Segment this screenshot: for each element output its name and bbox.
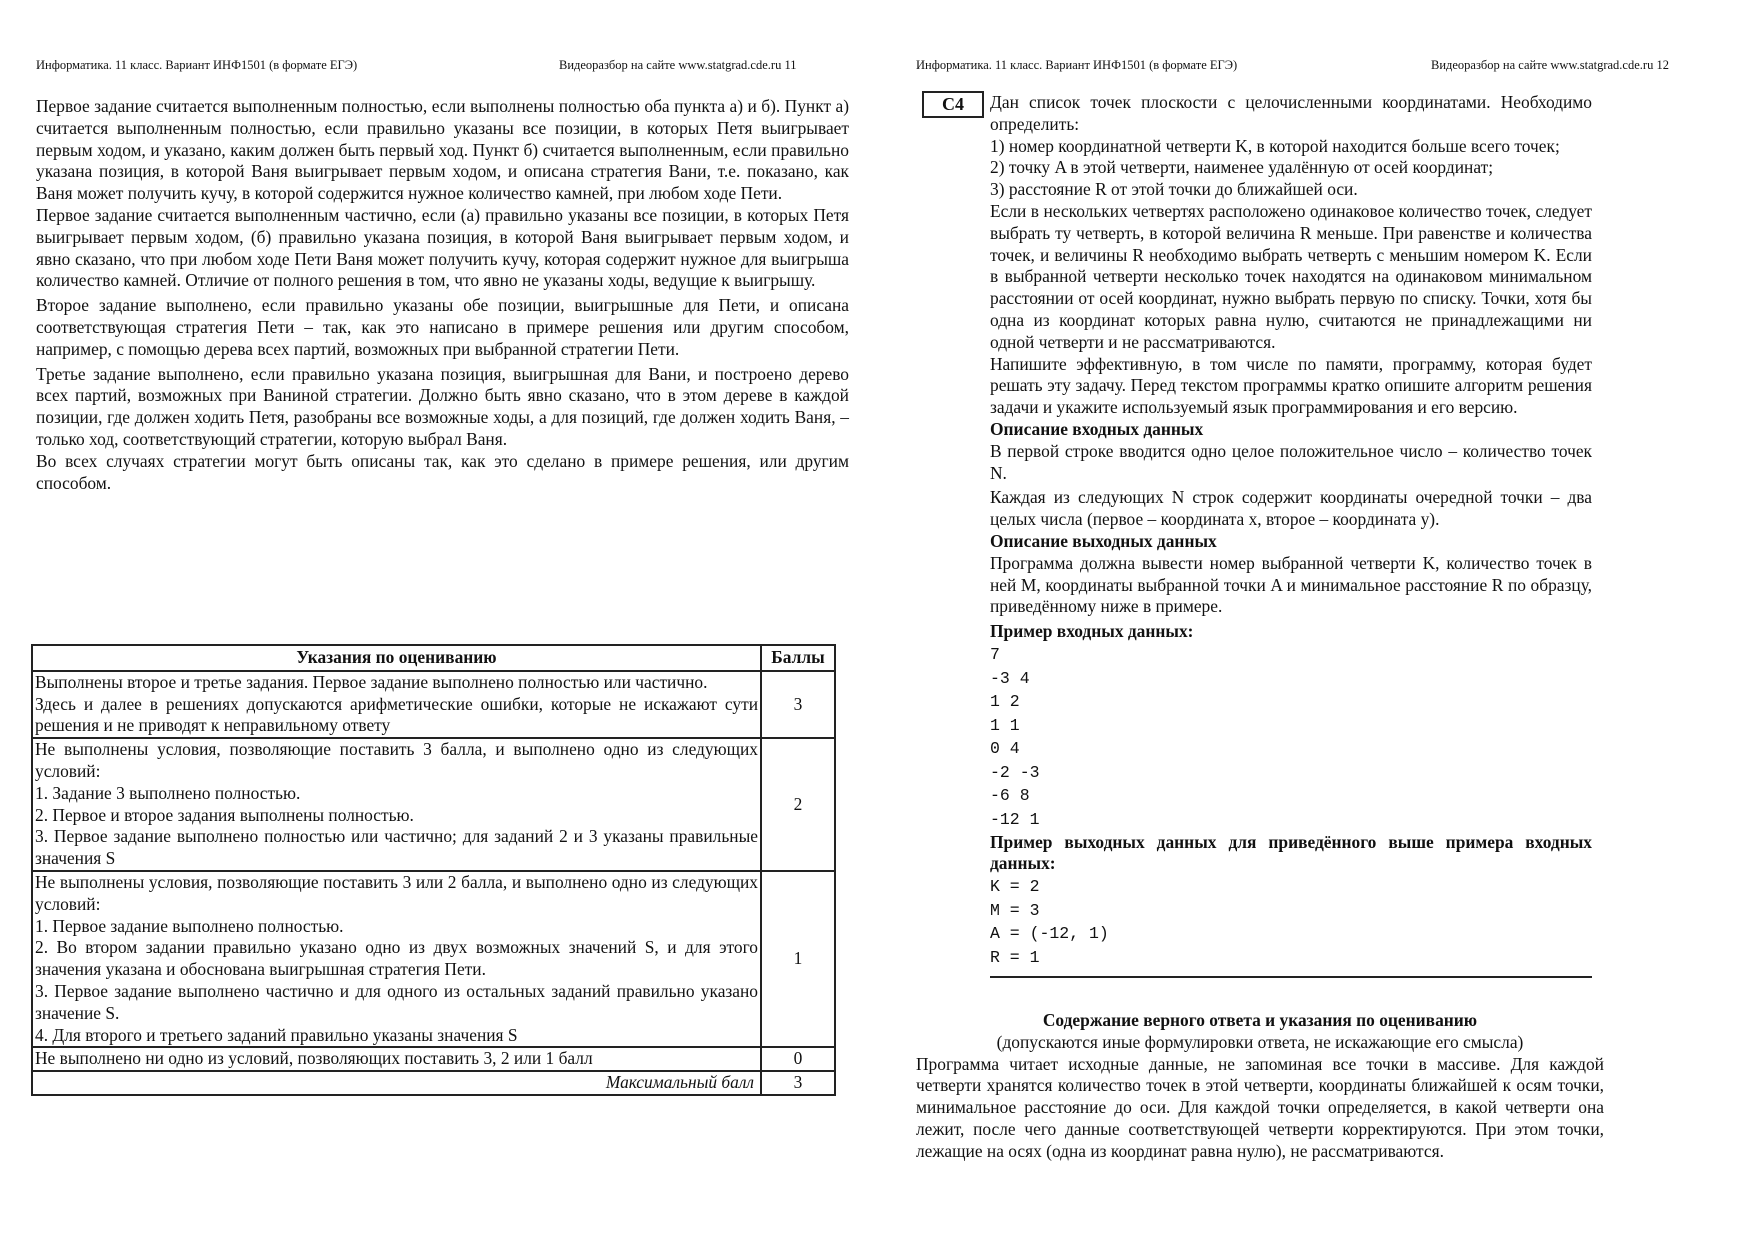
- score-cell: 0: [761, 1047, 835, 1071]
- code-line: -6 8: [990, 786, 1030, 806]
- grading-table: [31, 644, 836, 1096]
- criterion-line: Не выполнены условия, позволяющие поставить 3 балла, и выполнено одно из следующих условий:: [35, 739, 758, 781]
- output-description: Программа должна вывести номер выбранной четверти K, количество точек в ней M, координаты выбранной точки A и минимальное расстояние R по образцу, приведённому ниже в примере.: [990, 552, 1592, 617]
- criterion-line: 1. Задание 3 выполнено полностью.: [35, 782, 301, 803]
- table-row: [32, 738, 835, 871]
- paragraph: Первое задание считается выполненным полностью, если выполнены полностью оба пункта а) и б). Пункт а) считается выполненным полностью, если правильно указаны все позиции, в которых Петя выигрывает первым ходом, и указано, каким должен быть первый ход. Пункт б) считается выполненным, если правильно указана позиция, в которой Ваня выигрывает первым ходом, и описана стратегия Вани, т.е. показано, как Ваня может получить кучу, в которой содержится нужное количество камней, при любом ходе Пети.: [36, 96, 849, 204]
- score-cell: 2: [761, 738, 835, 871]
- table-row: [32, 1071, 835, 1095]
- right-header-site: Видеоразбор на сайте www.statgrad.cde.ru 12: [1431, 58, 1669, 72]
- paragraph: Второе задание выполнено, если правильно указаны обе позиции, выигрышные для Пети, и описана соответствующая стратегия Пети – так, как это написано в примере решения или другим способом, например, с помощью дерева всех партий, возможных при выбранной стратегии Пети.: [36, 295, 849, 359]
- task-label-badge: C4: [922, 91, 984, 118]
- task-item: 1) номер координатной четверти K, в которой находится больше всего точек;: [990, 135, 1560, 156]
- grading-header: Указания по оцениванию: [32, 645, 761, 671]
- example-output-heading: Пример выходных данных для приведённого выше примера входных данных:: [990, 831, 1592, 874]
- score-cell: 3: [761, 671, 835, 738]
- paragraph: Первое задание считается выполненным частично, если (а) правильно указаны все позиции, в которых Петя выигрывает первым ходом, (б) правильно указана позиция, в которой Ваня выигрывает первым ходом, и явно сказано, что при любом ходе Пети Ваня может получить кучу, которая содержит нужное для выигрыша количество камней. Отличие от полного решения в том, что явно не указаны ходы, ведущие к выигрышу.: [36, 204, 849, 291]
- code-line: -3 4: [990, 668, 1030, 688]
- code-line: M = 3: [990, 900, 1040, 920]
- criterion-line: 4. Для второго и третьего заданий правильно указаны значения S: [35, 1024, 518, 1045]
- code-line: R = 1: [990, 948, 1040, 968]
- paragraph: Во всех случаях стратегии могут быть описаны так, как это сделано в примере решения, или другим способом.: [36, 450, 849, 493]
- task-text-column: [990, 92, 1592, 978]
- table-row: [32, 1047, 835, 1071]
- score-header: Баллы: [761, 645, 835, 671]
- code-line: 0 4: [990, 739, 1020, 759]
- code-line: 1 2: [990, 692, 1020, 712]
- answer-paragraph: Программа читает исходные данные, не запоминая все точки в массиве. Для каждой четверти хранятся количество точек в этой четверти, координаты ближайшей к осям точки, минимальное расстояние до оси. Для каждой точки определяется, в какой четверти она лежит, после чего данные соответствующей четверти корректируются. При этом точки, лежащие на осях (одна из координат равна нулю), не рассматриваются.: [916, 1053, 1604, 1161]
- table-row: [32, 671, 835, 738]
- code-line: 7: [990, 644, 1000, 664]
- paragraph: Третье задание выполнено, если правильно указана позиция, выигрышная для Вани, и построено дерево всех партий, возможных при Ваниной стратегии. Должно быть явно сказано, что в этом дереве в каждой позиции, где должен ходить Петя, разобраны все возможные ходы, а для позиций, где должен ходить Ваня, – только ход, соответствующий стратегии, которую выбрал Ваня.: [36, 363, 849, 449]
- answer-heading: Содержание верного ответа и указания по оцениванию: [1042, 1010, 1478, 1030]
- max-score-value: 3: [761, 1071, 835, 1095]
- right-page: [877, 0, 1754, 1239]
- criterion-line: 1. Первое задание выполнено полностью.: [35, 915, 344, 936]
- input-description: В первой строке вводится одно целое положительное число – количество точек N.: [990, 440, 1592, 483]
- code-line: -2 -3: [990, 762, 1040, 782]
- task-item: 2) точку A в этой четверти, наименее удалённую от осей координат;: [990, 157, 1494, 178]
- code-line: 1 1: [990, 715, 1020, 735]
- code-line: K = 2: [990, 877, 1040, 897]
- table-row: [32, 871, 835, 1047]
- input-description: Каждая из следующих N строк содержит координаты очередной точки – два целых числа (первое – координата x, второе – координата y).: [990, 487, 1592, 530]
- max-score-label: Максимальный балл: [32, 1071, 761, 1095]
- criterion-line: Не выполнено ни одно из условий, позволяющих поставить 3, 2 или 1 балл: [35, 1048, 593, 1069]
- score-cell: 1: [761, 871, 835, 1047]
- criterion-line: 3. Первое задание выполнено частично и для одного из остальных заданий правильно указано значение S.: [35, 980, 758, 1023]
- example-input-heading: Пример входных данных:: [990, 621, 1194, 642]
- answer-section: [916, 1010, 1604, 1163]
- divider: [990, 976, 1592, 978]
- criterion-line: 2. Во втором задании правильно указано одно из двух возможных значений S, и для этого значения указана и обоснована выигрышная стратегия Пети.: [35, 937, 758, 980]
- left-text-column: [36, 96, 849, 494]
- task-paragraph: Напишите эффективную, в том числе по памяти, программу, которая будет решать эту задачу. Перед текстом программы кратко опишите алгоритм решения задачи и укажите используемый язык программирования и его версию.: [990, 353, 1592, 418]
- left-header-title: Информатика. 11 класс. Вариант ИНФ1501 (в формате ЕГЭ): [36, 58, 358, 72]
- code-line: -12 1: [990, 810, 1040, 830]
- right-header-title: Информатика. 11 класс. Вариант ИНФ1501 (в формате ЕГЭ): [916, 58, 1238, 72]
- answer-note: (допускаются иные формулировки ответа, не искажающие его смысла): [996, 1031, 1524, 1052]
- criterion-line: 2. Первое и второе задания выполнены полностью.: [35, 804, 414, 825]
- input-heading: Описание входных данных: [990, 418, 1204, 439]
- task-item: 3) расстояние R от этой точки до ближайшей оси.: [990, 179, 1358, 200]
- left-header-site: Видеоразбор на сайте www.statgrad.cde.ru 11: [559, 58, 797, 72]
- output-heading: Описание выходных данных: [990, 530, 1217, 551]
- criterion-line: Здесь и далее в решениях допускаются арифметические ошибки, которые не искажают сути решения и не приводят к неправильному ответу: [35, 693, 758, 736]
- task-intro: Дан список точек плоскости с целочисленными координатами. Необходимо определить:: [990, 92, 1592, 134]
- criterion-line: 3. Первое задание выполнено полностью или частично; для заданий 2 и 3 указаны правильные значения S: [35, 826, 758, 869]
- rules-paragraph: Если в нескольких четвертях расположено одинаковое количество точек, следует выбрать ту четверть, в которой величина R меньше. При равенстве и количества точек, и величины R необходимо выбрать четверть с меньшим номером K. Если в выбранной четверти несколько точек находятся на одинаковом минимальном расстоянии от осей координат, нужно выбрать первую по списку. Точки, хотя бы одна из координат которых равна нулю, считаются не принадлежащими ни одной четверти и не рассматриваются.: [990, 200, 1592, 352]
- criterion-line: Выполнены второе и третье задания. Первое задание выполнено полностью или частично.: [35, 671, 708, 692]
- code-line: A = (-12, 1): [990, 924, 1109, 944]
- criterion-line: Не выполнены условия, позволяющие поставить 3 или 2 балла, и выполнено одно из следующих условий:: [35, 871, 758, 914]
